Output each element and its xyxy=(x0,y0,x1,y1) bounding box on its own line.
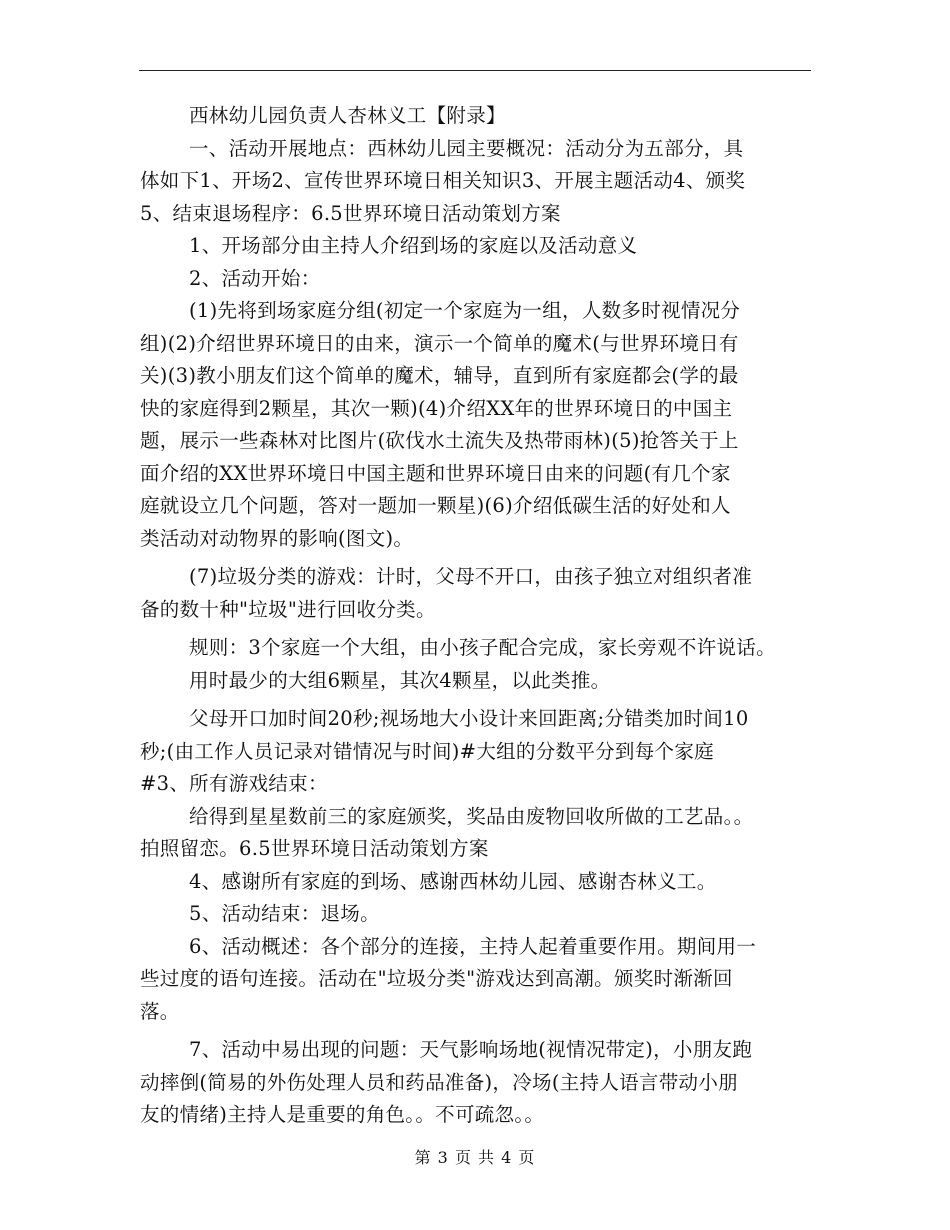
text-line: 落。 xyxy=(140,999,180,1023)
text-line: (1)先将到场家庭分组(初定一个家庭为一组，人数多时视情况分 xyxy=(189,299,741,322)
text-line: 5、活动结束：退场。 xyxy=(189,902,380,925)
text-line: 友的情绪)主持人是重要的角色。。不可疏忽。。 xyxy=(140,1103,545,1126)
paragraph-step-6 xyxy=(140,931,830,1029)
paragraph-step-1 xyxy=(140,230,830,263)
text-line: 一、活动开展地点：西林幼儿园主要概况：活动分为五部分，具 xyxy=(189,136,744,160)
text-line: 组)(2)介绍世界环境日的由来，演示一个简单的魔术(与世界环境日有 xyxy=(140,331,739,355)
paragraph-scoring xyxy=(140,665,830,698)
text-line: 动摔倒(简易的外伤处理人员和药品准备)，冷场(主持人语言带动小朋 xyxy=(140,1070,738,1094)
text-line: 6、活动概述：各个部分的连接，主持人起着重要作用。期间用一 xyxy=(189,934,757,958)
text-line: 关)(3)教小朋友们这个简单的魔术，辅导，直到所有家庭都会(学的最 xyxy=(140,364,739,387)
text-line: 1、开场部分由主持人介绍到场的家庭以及活动意义 xyxy=(189,234,638,257)
text-line: 2、活动开始： xyxy=(189,266,321,290)
text-line: 用时最少的大组6颗星，其次4颗星，以此类推。 xyxy=(189,668,611,692)
text-line: #3、所有游戏结束： xyxy=(140,772,328,795)
text-line: 给得到星星数前三的家庭颁奖，奖品由废物回收所做的工艺品。。 xyxy=(189,804,754,828)
text-line: (7)垃圾分类的游戏：计时，父母不开口，由孩子独立对组织者准 xyxy=(189,565,753,588)
text-line: 拍照留恋。6.5世界环境日活动策划方案 xyxy=(140,837,489,860)
page-number: 第 3 页 共 4 页 xyxy=(414,1148,536,1167)
paragraph-sorting-game xyxy=(140,561,830,626)
paragraph-penalties xyxy=(140,703,830,801)
paragraph-activity-items xyxy=(140,295,830,555)
header-rule xyxy=(139,70,811,71)
text-line: 规则：3个家庭一个大组，由小孩子配合完成，家长旁观不许说话。 xyxy=(189,636,776,659)
text-line: 类活动对动物界的影响(图文)。 xyxy=(140,526,414,550)
text-line: 快的家庭得到2颗星，其次一颗)(4)介绍XX年的世界环境日的中国主 xyxy=(140,396,733,420)
text-line: 4、感谢所有家庭的到场、感谢西林幼儿园、感谢杏林义工。 xyxy=(189,869,717,893)
paragraph-awards xyxy=(140,801,830,866)
text-line: 备的数十种"垃圾"进行回收分类。 xyxy=(140,597,436,621)
text-line: 体如下1、开场2、宣传世界环境日相关知识3、开展主题活动4、颁奖 xyxy=(140,169,746,192)
text-line: 秒;(由工作人员记录对错情况与时间)#大组的分数平分到每个家庭 xyxy=(140,739,714,763)
text-line: 父母开口加时间20秒;视场地大小设计来回距离;分错类加时间10 xyxy=(189,707,749,730)
paragraph-step-5 xyxy=(140,898,830,931)
text-line: 5、结束退场程序：6.5世界环境日活动策划方案 xyxy=(140,201,561,225)
document-body xyxy=(140,100,830,1132)
text-line: 些过度的语句连接。活动在"垃圾分类"游戏达到高潮。颁奖时渐渐回 xyxy=(140,967,733,990)
paragraph-location xyxy=(140,133,830,231)
paragraph-step-4 xyxy=(140,866,830,899)
text-line: 题，展示一些森林对比图片(砍伐水土流失及热带雨林)(5)抢答关于上 xyxy=(140,429,739,452)
text-line: 庭就设立几个问题，答对一题加一颗星)(6)介绍低碳生活的好处和人 xyxy=(140,494,731,517)
paragraph-rules xyxy=(140,632,830,665)
text-line: 7、活动中易出现的问题：天气影响场地(视情况带定)，小朋友跑 xyxy=(189,1038,753,1061)
paragraph-step-2 xyxy=(140,263,830,296)
text-line: 面介绍的XX世界环境日中国主题和世界环境日由来的问题(有几个家 xyxy=(140,461,731,485)
paragraph-step-7 xyxy=(140,1034,830,1132)
paragraph-title xyxy=(140,100,830,133)
text-line: 西林幼儿园负责人杏林义工【附录】 xyxy=(189,104,506,127)
